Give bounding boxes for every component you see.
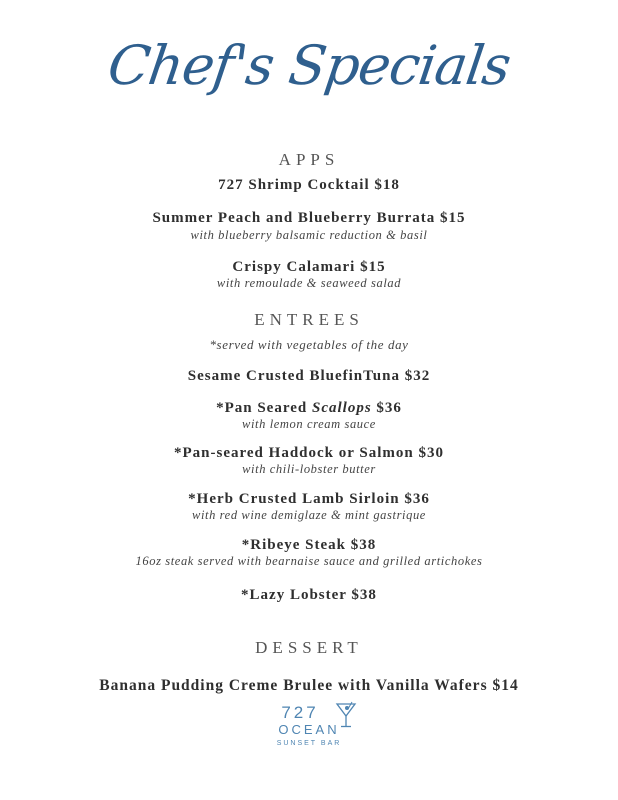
logo-name: OCEAN: [278, 722, 340, 737]
logo-number: 727: [281, 703, 319, 722]
menu-item-shrimp-cocktail: 727 Shrimp Cocktail $18: [218, 177, 400, 193]
menu-item-scallops-italic: Scallops: [311, 400, 372, 416]
martini-glass-icon: [335, 701, 357, 729]
logo-subtitle: SUNSET BAR: [276, 740, 342, 747]
menu-item-tuna: Sesame Crusted BluefinTuna $32: [187, 368, 431, 384]
menu-item-calamari-desc: with remoulade & seaweed salad: [216, 276, 402, 290]
menu-item-haddock-salmon-desc: with chili-lobster butter: [242, 462, 376, 476]
menu-item-burrata-desc: with blueberry balsamic reduction & basil: [190, 228, 428, 242]
menu-item-ribeye: *Ribeye Steak $38: [241, 537, 377, 553]
menu-item-scallops-price: $36: [371, 400, 402, 416]
menu-item-calamari: Crispy Calamari $15: [232, 259, 386, 275]
section-heading-apps: APPS: [278, 150, 340, 169]
entrees-note: *served with vegetables of the day: [209, 337, 409, 352]
restaurant-logo: [0, 704, 618, 750]
menu-item-lamb-sirloin-desc: with red wine demiglaze & mint gastrique: [192, 508, 426, 522]
menu-item-banana-pudding: Banana Pudding Creme Brulee with Vanilla Wafers $14: [99, 677, 519, 694]
menu-item-scallops: [0, 400, 618, 417]
section-heading-entrees: ENTREES: [254, 310, 364, 329]
menu-item-haddock-salmon: *Pan-seared Haddock or Salmon $30: [174, 445, 444, 461]
section-heading-dessert: DESSERT: [255, 638, 363, 657]
menu-item-lamb-sirloin: *Herb Crusted Lamb Sirloin $36: [188, 491, 430, 507]
menu-title: Chef's Specials: [104, 34, 514, 97]
menu-item-scallops-pre: *Pan Seared: [216, 400, 312, 416]
menu-item-scallops-desc: with lemon cream sauce: [242, 417, 376, 431]
menu-item-ribeye-desc: 16oz steak served with bearnaise sauce and grilled artichokes: [135, 554, 483, 568]
menu-item-burrata: Summer Peach and Blueberry Burrata $15: [152, 210, 466, 226]
menu-item-lazy-lobster: *Lazy Lobster $38: [241, 587, 377, 603]
